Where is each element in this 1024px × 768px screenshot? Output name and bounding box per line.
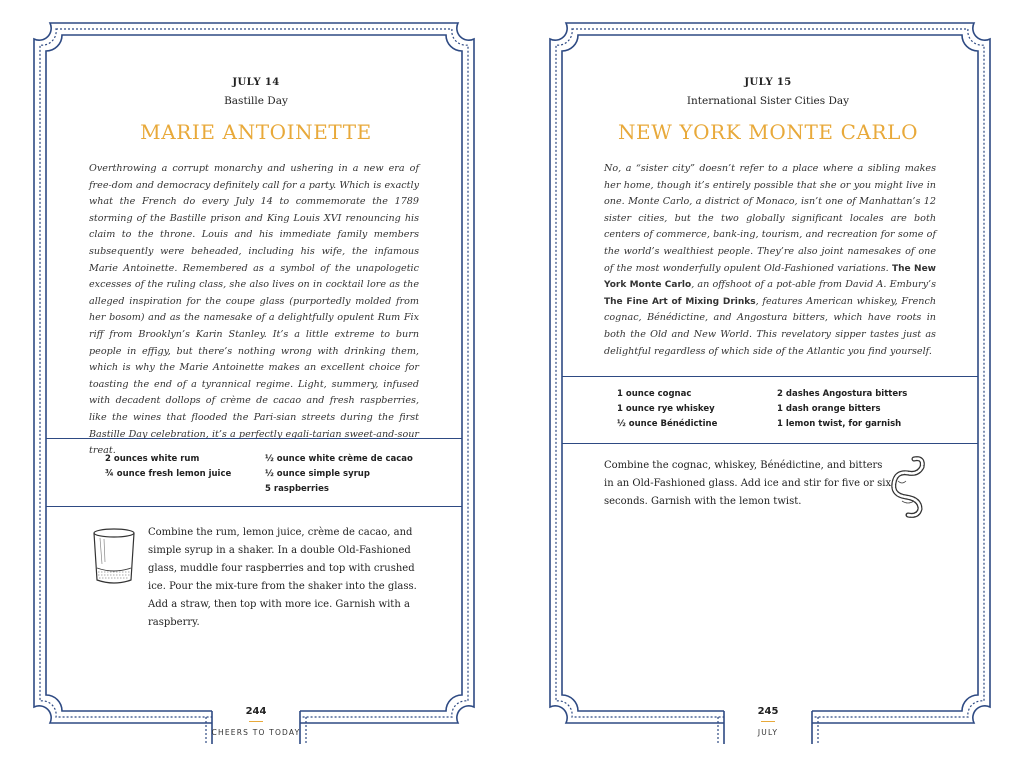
recipe-title: MARIE ANTOINETTE	[140, 120, 372, 144]
section-rule-top	[562, 376, 978, 377]
intro-text: No, a “sister city” doesn’t refer to a place where a sibling makes her home, though it’s entirely possible that she or you might live in one. Monte Carlo, a district of Monaco, isn’t one of Manhattan’s 12 sister cities, but the two globally significant locales are both centers of commerce, bank-ing, tourism, and recreation for some of the world’s wealthiest people. They’re also joint namesakes of one of the most wonderfully opulent Old-Fashioned variations.	[604, 163, 936, 274]
ingredient-item: 5 raspberries	[265, 484, 329, 494]
intro-text: , an offshoot of a pot-able from David A. Embury’s	[691, 279, 937, 291]
page-number: 245	[757, 706, 779, 717]
recipe-date: JULY 15	[744, 77, 792, 88]
recipe-date: JULY 14	[232, 77, 280, 88]
recipe-intro: Overthrowing a corrupt monarchy and ushering in a new era of free-dom and democracy definitely call for a party. Which is exactly what the French do every July 14 to commemorate the 1789 storming of the Bastille prison and King Louis XVI renouncing his claim to the throne. Louis and his immediate family members subsequently were beheaded, including his wife, the infamous Marie Antoinette. Remembered as a symbol of the unapologetic excesses of the ruling class, she also lives on in cocktail lore as the alleged inspiration for the coupe glass (purportedly molded from her bosom) and as the namesake of a delightfully opulent Rum Fix riff from Brooklyn’s Karin Stanley. It’s a little extreme to burn people in effigy, but there’s nothing wrong with drinking them, which is why the Marie Antoinette makes an excellent choice for toasting the end of a tyrannical regime. Light, summery, infused with decadent dollops of crème de cacao and fresh raspberries, like the wines that flooded the Pari-sian streets during the first Bastille Day celebration, it’s a perfectly egali-tarian sweet-and-sour treat.	[89, 163, 419, 457]
recipe-occasion: International Sister Cities Day	[686, 95, 850, 107]
ingredient-item: ½ ounce simple syrup	[265, 469, 370, 479]
running-head: CHEERS TO TODAY	[211, 728, 301, 737]
recipe-title: NEW YORK MONTE CARLO	[617, 120, 919, 144]
old-fashioned-glass-icon	[90, 528, 138, 588]
ingredient-item: ½ ounce Bénédictine	[617, 419, 718, 429]
recipe-intro	[604, 161, 936, 360]
page-number: 244	[245, 706, 267, 717]
page-frame-border	[512, 0, 1024, 768]
ingredient-item: 1 lemon twist, for garnish	[777, 419, 902, 429]
page-number-accent	[761, 721, 775, 722]
recipe-occasion: Bastille Day	[224, 95, 288, 107]
ingredient-item: 1 ounce cognac	[617, 389, 692, 399]
ingredients-column-1	[617, 387, 767, 432]
ingredients-column-2	[265, 452, 435, 497]
section-rule-bottom	[46, 506, 462, 507]
ingredient-item: 1 ounce rye whiskey	[617, 404, 715, 414]
intro-book-title: The Fine Art of Mixing Drinks	[604, 296, 756, 307]
intro-text: , features American whiskey, French cognac, Bénédictine, and Angostura bitters, which have roots in both the Old and New World. This revelatory sipper tastes just as delightful regardless of which side of the Atlantic you find yourself.	[604, 295, 937, 357]
ingredient-item: 2 ounces white rum	[105, 454, 200, 464]
recipe-method: Combine the cognac, whiskey, Bénédictine, and bitters in an Old-Fashioned glass. Add ice and stir for five or six seconds. Garnish with the lemon twist.	[604, 460, 892, 507]
ingredient-item: ½ ounce white crème de cacao	[265, 454, 413, 464]
ingredient-item: ¾ ounce fresh lemon juice	[105, 469, 232, 479]
running-head: JULY	[757, 728, 779, 737]
ingredients-column-2	[777, 387, 947, 432]
section-rule-top	[46, 438, 462, 439]
page-number-accent	[249, 721, 263, 722]
recipe-method: Combine the rum, lemon juice, crème de cacao, and simple syrup in a shaker. In a double Old-Fashioned glass, muddle four raspberries and top with crushed ice. Pour the mix-ture from the shaker into the glass. Add a straw, then top with more ice. Garnish with a raspberry.	[148, 527, 417, 628]
section-rule-bottom	[562, 443, 978, 444]
ingredient-item: 1 dash orange bitters	[777, 404, 881, 414]
ingredient-item: 2 dashes Angostura bitters	[777, 389, 908, 399]
right-page	[512, 0, 1024, 768]
ingredients-column-1	[105, 452, 255, 482]
intro-cocktail-name: The New York Monte Carlo	[604, 263, 936, 291]
lemon-twist-icon	[884, 455, 934, 519]
